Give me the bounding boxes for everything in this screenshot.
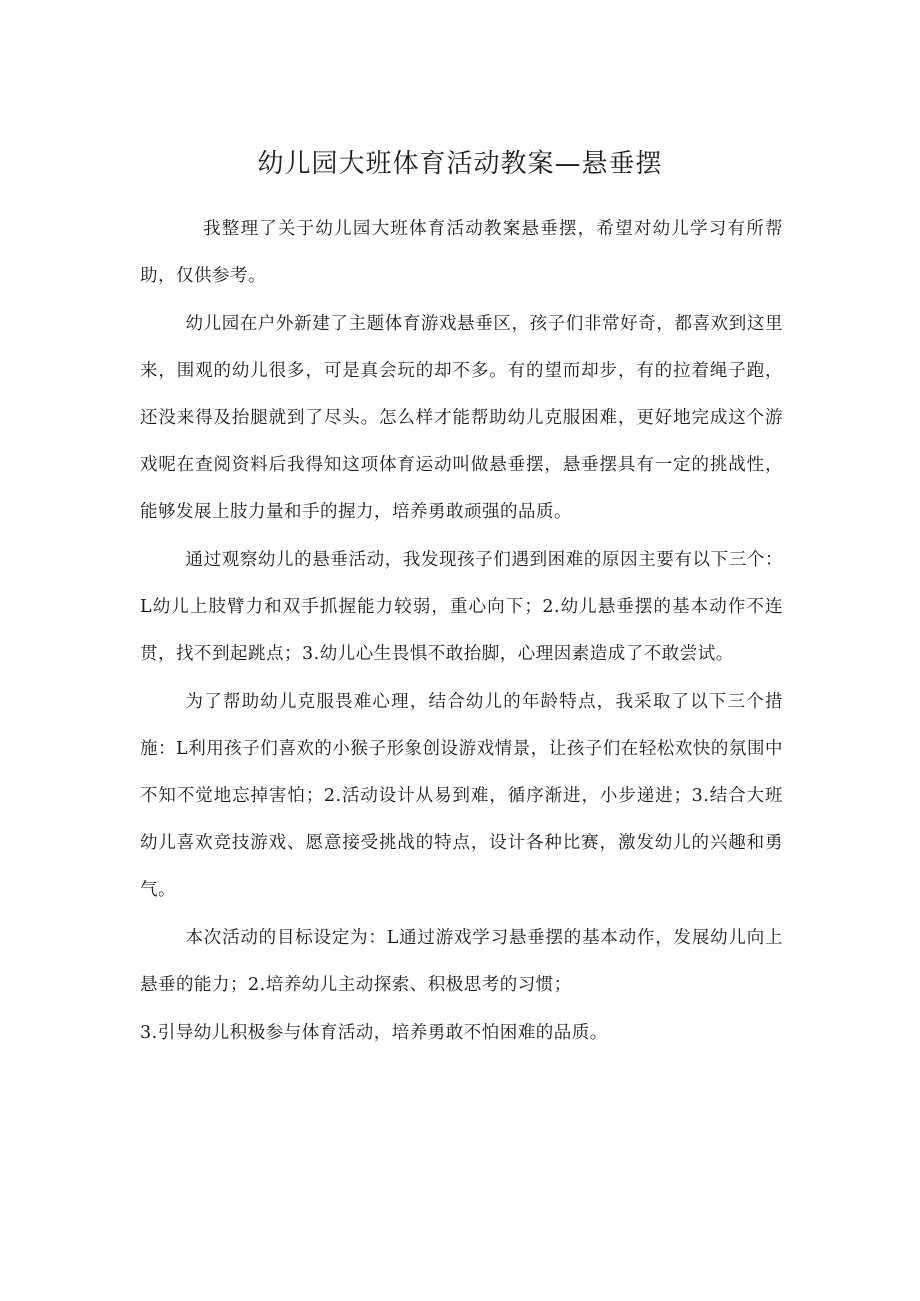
paragraph-intro: 我整理了关于幼儿园大班体育活动教案悬垂摆，希望对幼儿学习有所帮助，仅供参考。 [140,219,783,286]
paragraph-measures: 为了帮助幼儿克服畏难心理，结合幼儿的年龄特点，我采取了以下三个措施：L利用孩子们喜欢的小猴子形象创设游戏情景，让孩子们在轻松欢快的氛围中不知不觉地忘掉害怕；2.活动设计从易到难，循序渐进，小步递进；3.结合大班幼儿喜欢竞技游戏、愿意接受挑战的特点，设计各种比赛，激发幼儿的兴趣和勇气。 [140,692,783,900]
paragraph-background: 幼儿园在户外新建了主题体育游戏悬垂区，孩子们非常好奇，都喜欢到这里来，围观的幼儿很多，可是真会玩的却不多。有的望而却步，有的拉着绳子跑，还没来得及抬腿就到了尽头。怎么样才能帮助幼儿克服困难，更好地完成这个游戏呢在查阅资料后我得知这项体育运动叫做悬垂摆，悬垂摆具有一定的挑战性，能够发展上肢力量和手的握力，培养勇敢顽强的品质。 [140,314,783,522]
paragraph-goals-continued: 3.引导幼儿积极参与体育活动，培养勇敢不怕困难的品质。 [140,1023,608,1043]
paragraph-goals: 本次活动的目标设定为：L通过游戏学习悬垂摆的基本动作，发展幼儿向上悬垂的能力；2.培养幼儿主动探索、积极思考的习惯； [140,928,783,995]
document-body [140,206,783,1058]
paragraph-observation: 通过观察幼儿的悬垂活动，我发现孩子们遇到困难的原因主要有以下三个：L幼儿上肢臂力和双手抓握能力较弱，重心向下；2.幼儿悬垂摆的基本动作不连贯，找不到起跳点；3.幼儿心生畏惧不敢抬脚，心理因素造成了不敢尝试。 [140,550,783,664]
document-title: 幼儿园大班体育活动教案—悬垂摆 [257,149,663,179]
